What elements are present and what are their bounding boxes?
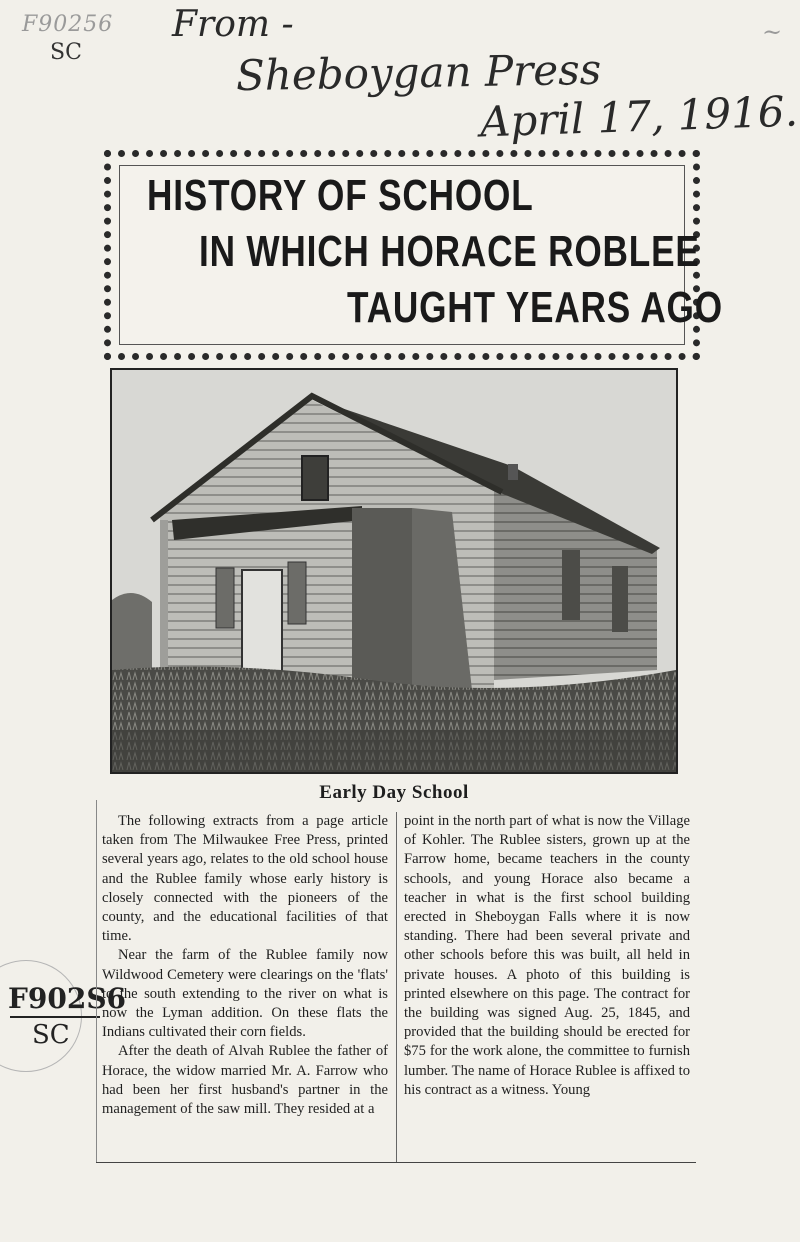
front-door [242, 570, 282, 680]
archive-sc-side: SC [32, 1020, 70, 1050]
headline-line-3: TAUGHT YEARS AGO [347, 283, 723, 332]
archive-code-underline [10, 1016, 100, 1018]
photo-caption: Early Day School [319, 782, 469, 803]
schoolhouse-illustration [112, 370, 676, 772]
article-paragraph-4: point in the north part of what is now the Village of Kohler. The Rublee sisters, grown up at the Farrow home, became teachers in the county schools, and young Horace also became a teacher in what is the first school building erected in Sheboygan Falls where it is now standing. There had been several private and other schools before this was built, all held in private houses. A photo of this building is printed elsewhere on this page. The contract for the building was signed Aug. 25, 1845, and provided that the building should be erected for $75 for the work alone, the committee to furnish lumber. The name of Horace Rublee is affixed to his contract as a witness. Young [404, 813, 690, 1098]
archive-code-side: F902S6 [8, 982, 127, 1015]
headline-box [104, 150, 723, 360]
porch-shadow [352, 508, 412, 698]
shutter-left [216, 568, 234, 628]
article-paragraph-3: After the death of Alvah Rublee the father of Horace, the widow married Mr. A. Farrow who had been her first husband's partner in the management of the saw mill. They resided at a [102, 1043, 388, 1118]
handwritten-from: From - [172, 4, 294, 45]
shutter-right [288, 562, 306, 624]
article-paragraph-2: Near the farm of the Rublee family now Wildwood Cemetery were clearings on the 'flats' to the south extending to the river on what is now the Lyman addition. On these flats the Indians cultivated their corn fields. [102, 947, 388, 1041]
handwritten-source: Sheboygan Press [235, 44, 602, 101]
article-column-left [102, 812, 388, 1119]
handwritten-date: April 17, 1916. [479, 86, 799, 147]
corner-mark: ~ [762, 18, 783, 46]
side-window-1 [562, 550, 580, 620]
article-paragraph-1: The following extracts from a page article taken from The Milwaukee Free Press, printed several years ago, relates to the old school house and the Rublee family whose early history is closely connected with the pioneers of the county, and the educational facilities of that time. [102, 813, 388, 945]
headline-line-1: HISTORY OF SCHOOL [147, 171, 534, 220]
side-window-2 [612, 566, 628, 632]
column-rule-left [96, 800, 97, 1162]
archive-code-top: F90256 [22, 12, 114, 37]
schoolhouse-photo [110, 368, 678, 774]
column-rule-middle [396, 812, 397, 1162]
archive-sc-top: SC [50, 40, 82, 65]
clipping-bottom-edge [96, 1162, 696, 1163]
gable-window [302, 456, 328, 500]
headline-line-2: IN WHICH HORACE ROBLEE [199, 227, 700, 276]
article-column-right [404, 812, 690, 1100]
chimney [508, 464, 518, 480]
